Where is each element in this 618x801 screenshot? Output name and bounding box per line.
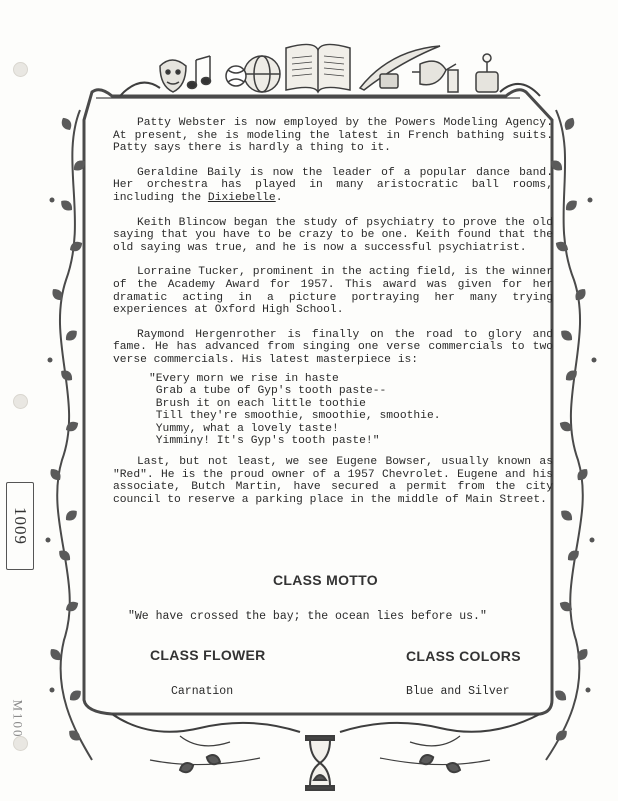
theater-mask-icon <box>160 60 186 92</box>
music-note-icon <box>188 56 211 89</box>
bottom-ornament <box>112 714 540 790</box>
paragraph-text: Raymond Hergenrother is finally on the road to glory and fame. He has advanced from singing one verse commercials to two verse commercials. His latest masterpiece is: <box>113 328 553 366</box>
class-motto-text: "We have crossed the bay; the ocean lies before us." <box>128 610 487 623</box>
paragraph-geraldine: Geraldine Baily is now the leader of a popular dance band. Her orchestra has played in many aristocratic ball rooms, including the Dixiebelle. <box>113 166 553 204</box>
page-number: 1009 <box>11 507 30 545</box>
poem-line: Yummy, what a lovely taste! <box>149 422 339 435</box>
ball-icon <box>226 66 246 86</box>
paragraph-text: Lorraine Tucker, prominent in the acting field, is the winner of the Academy Award for 1957. This award was given for her dramatic acting in a picture portraying her many trying experiences at Oxford High School. <box>113 266 553 317</box>
poem-line: Till they're smoothie, smoothie, smoothie. <box>149 410 441 423</box>
poem-line: Brush it on each little toothie <box>149 397 366 410</box>
paragraph-text: Patty Webster is now employed by the Powers Modeling Agency. At present, she is modeling the latest in French bathing suits. Patty says there is hardly a thing to it. <box>113 117 553 155</box>
open-book-icon <box>286 44 350 92</box>
class-flower-value: Carnation <box>171 685 234 698</box>
page-number-label <box>6 482 34 570</box>
paragraph-text: Last, but not least, we see Eugene Bowser, usually known as "Red". He is the proud owner of a 1957 Chevrolet. Eugene and his associate, Butch Martin, have secured a permit from the city council to reserve a parking place in the middle of Main Street. <box>113 456 553 506</box>
globe-icon <box>244 56 280 92</box>
side-code-text: M100 <box>11 699 26 739</box>
jingle-poem <box>149 373 553 449</box>
class-flower-heading: CLASS FLOWER <box>150 647 266 663</box>
paragraph-raymond <box>113 329 553 367</box>
side-code <box>6 684 30 754</box>
prophecy-text <box>113 117 553 518</box>
hourglass-icon <box>306 736 334 790</box>
right-vine <box>546 110 597 760</box>
paragraph-text: Keith Blincow began the study of psychiatry to prove the old saying that you have to be crazy to be one. Keith found that the old saying was true, and he is now a successful psychiatrist. <box>113 216 553 254</box>
paragraph-lorraine <box>113 266 553 316</box>
poem-line: Grab a tube of Gyp's tooth paste-- <box>149 385 387 398</box>
candle-icon <box>448 54 498 92</box>
class-colors-heading: CLASS COLORS <box>406 648 521 664</box>
top-emblems <box>120 44 540 96</box>
class-motto-heading: CLASS MOTTO <box>273 572 378 588</box>
dixiebelle-text: Dixiebelle <box>207 191 276 204</box>
paragraph-keith <box>113 217 553 255</box>
poem-line: Yimminy! It's Gyp's tooth paste!" <box>149 435 380 448</box>
paragraph-text: Geraldine Baily is now the leader of a popular dance band. Her orchestra has played in many aristocratic ball rooms, including the <box>113 166 553 204</box>
paragraph-eugene <box>113 456 553 506</box>
class-colors-value: Blue and Silver <box>406 685 510 698</box>
poem-line: "Every morn we rise in haste <box>149 372 339 385</box>
paragraph-patty <box>113 117 553 155</box>
